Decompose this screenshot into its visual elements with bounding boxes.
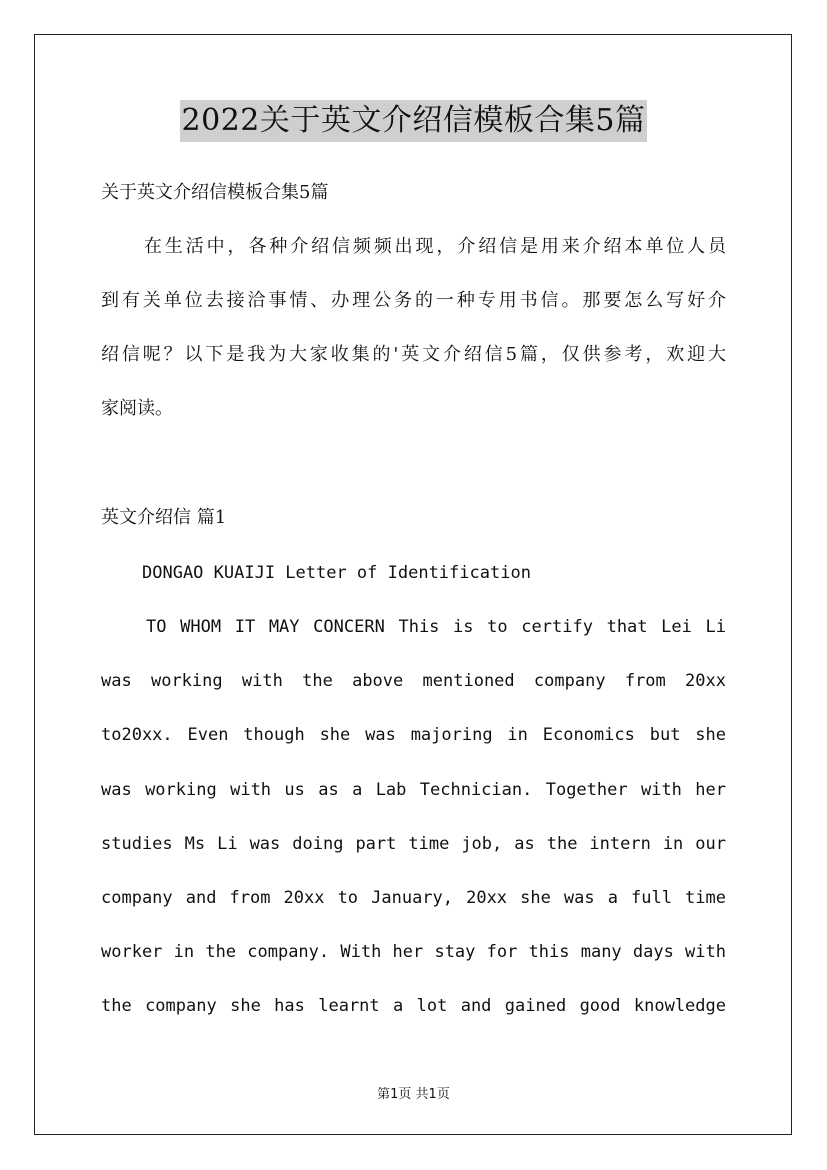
letter-line-5: studies Ms Li was doing part time job, as the intern in our bbox=[101, 834, 726, 854]
letter-line-2: was working with the above mentioned company from 20xx bbox=[101, 671, 726, 691]
letter-line-8: the company she has learnt a lot and gained good knowledge bbox=[101, 996, 726, 1016]
intro-line-1: 在生活中，各种介绍信频频出现，介绍信是用来介绍本单位人员 bbox=[144, 236, 726, 257]
document-title: 2022关于英文介绍信模板合集5篇 bbox=[180, 100, 648, 142]
letter-line-4: was working with us as a Lab Technician. Together with her bbox=[101, 780, 726, 800]
letter-heading: DONGAO KUAIJI Letter of Identification bbox=[142, 563, 531, 583]
letter-line-6: company and from 20xx to January, 20xx she was a full time bbox=[101, 888, 726, 908]
document-subtitle: 关于英文介绍信模板合集5篇 bbox=[101, 182, 329, 203]
intro-line-3: 绍信呢？以下是我为大家收集的'英文介绍信5篇，仅供参考，欢迎大 bbox=[101, 344, 726, 365]
letter-line-7: worker in the company. With her stay for this many days with bbox=[101, 942, 726, 962]
letter-line-3: to20xx. Even though she was majoring in Economics but she bbox=[101, 725, 726, 745]
section-heading: 英文介绍信 篇1 bbox=[101, 507, 227, 528]
page-footer: 第1页 共1页 bbox=[377, 1087, 450, 1102]
intro-line-2: 到有关单位去接洽事情、办理公务的一种专用书信。那要怎么写好介 bbox=[101, 290, 726, 311]
title-container bbox=[0, 100, 827, 142]
intro-line-4: 家阅读。 bbox=[101, 398, 173, 419]
letter-line-1: TO WHOM IT MAY CONCERN This is to certify that Lei Li bbox=[146, 617, 726, 637]
